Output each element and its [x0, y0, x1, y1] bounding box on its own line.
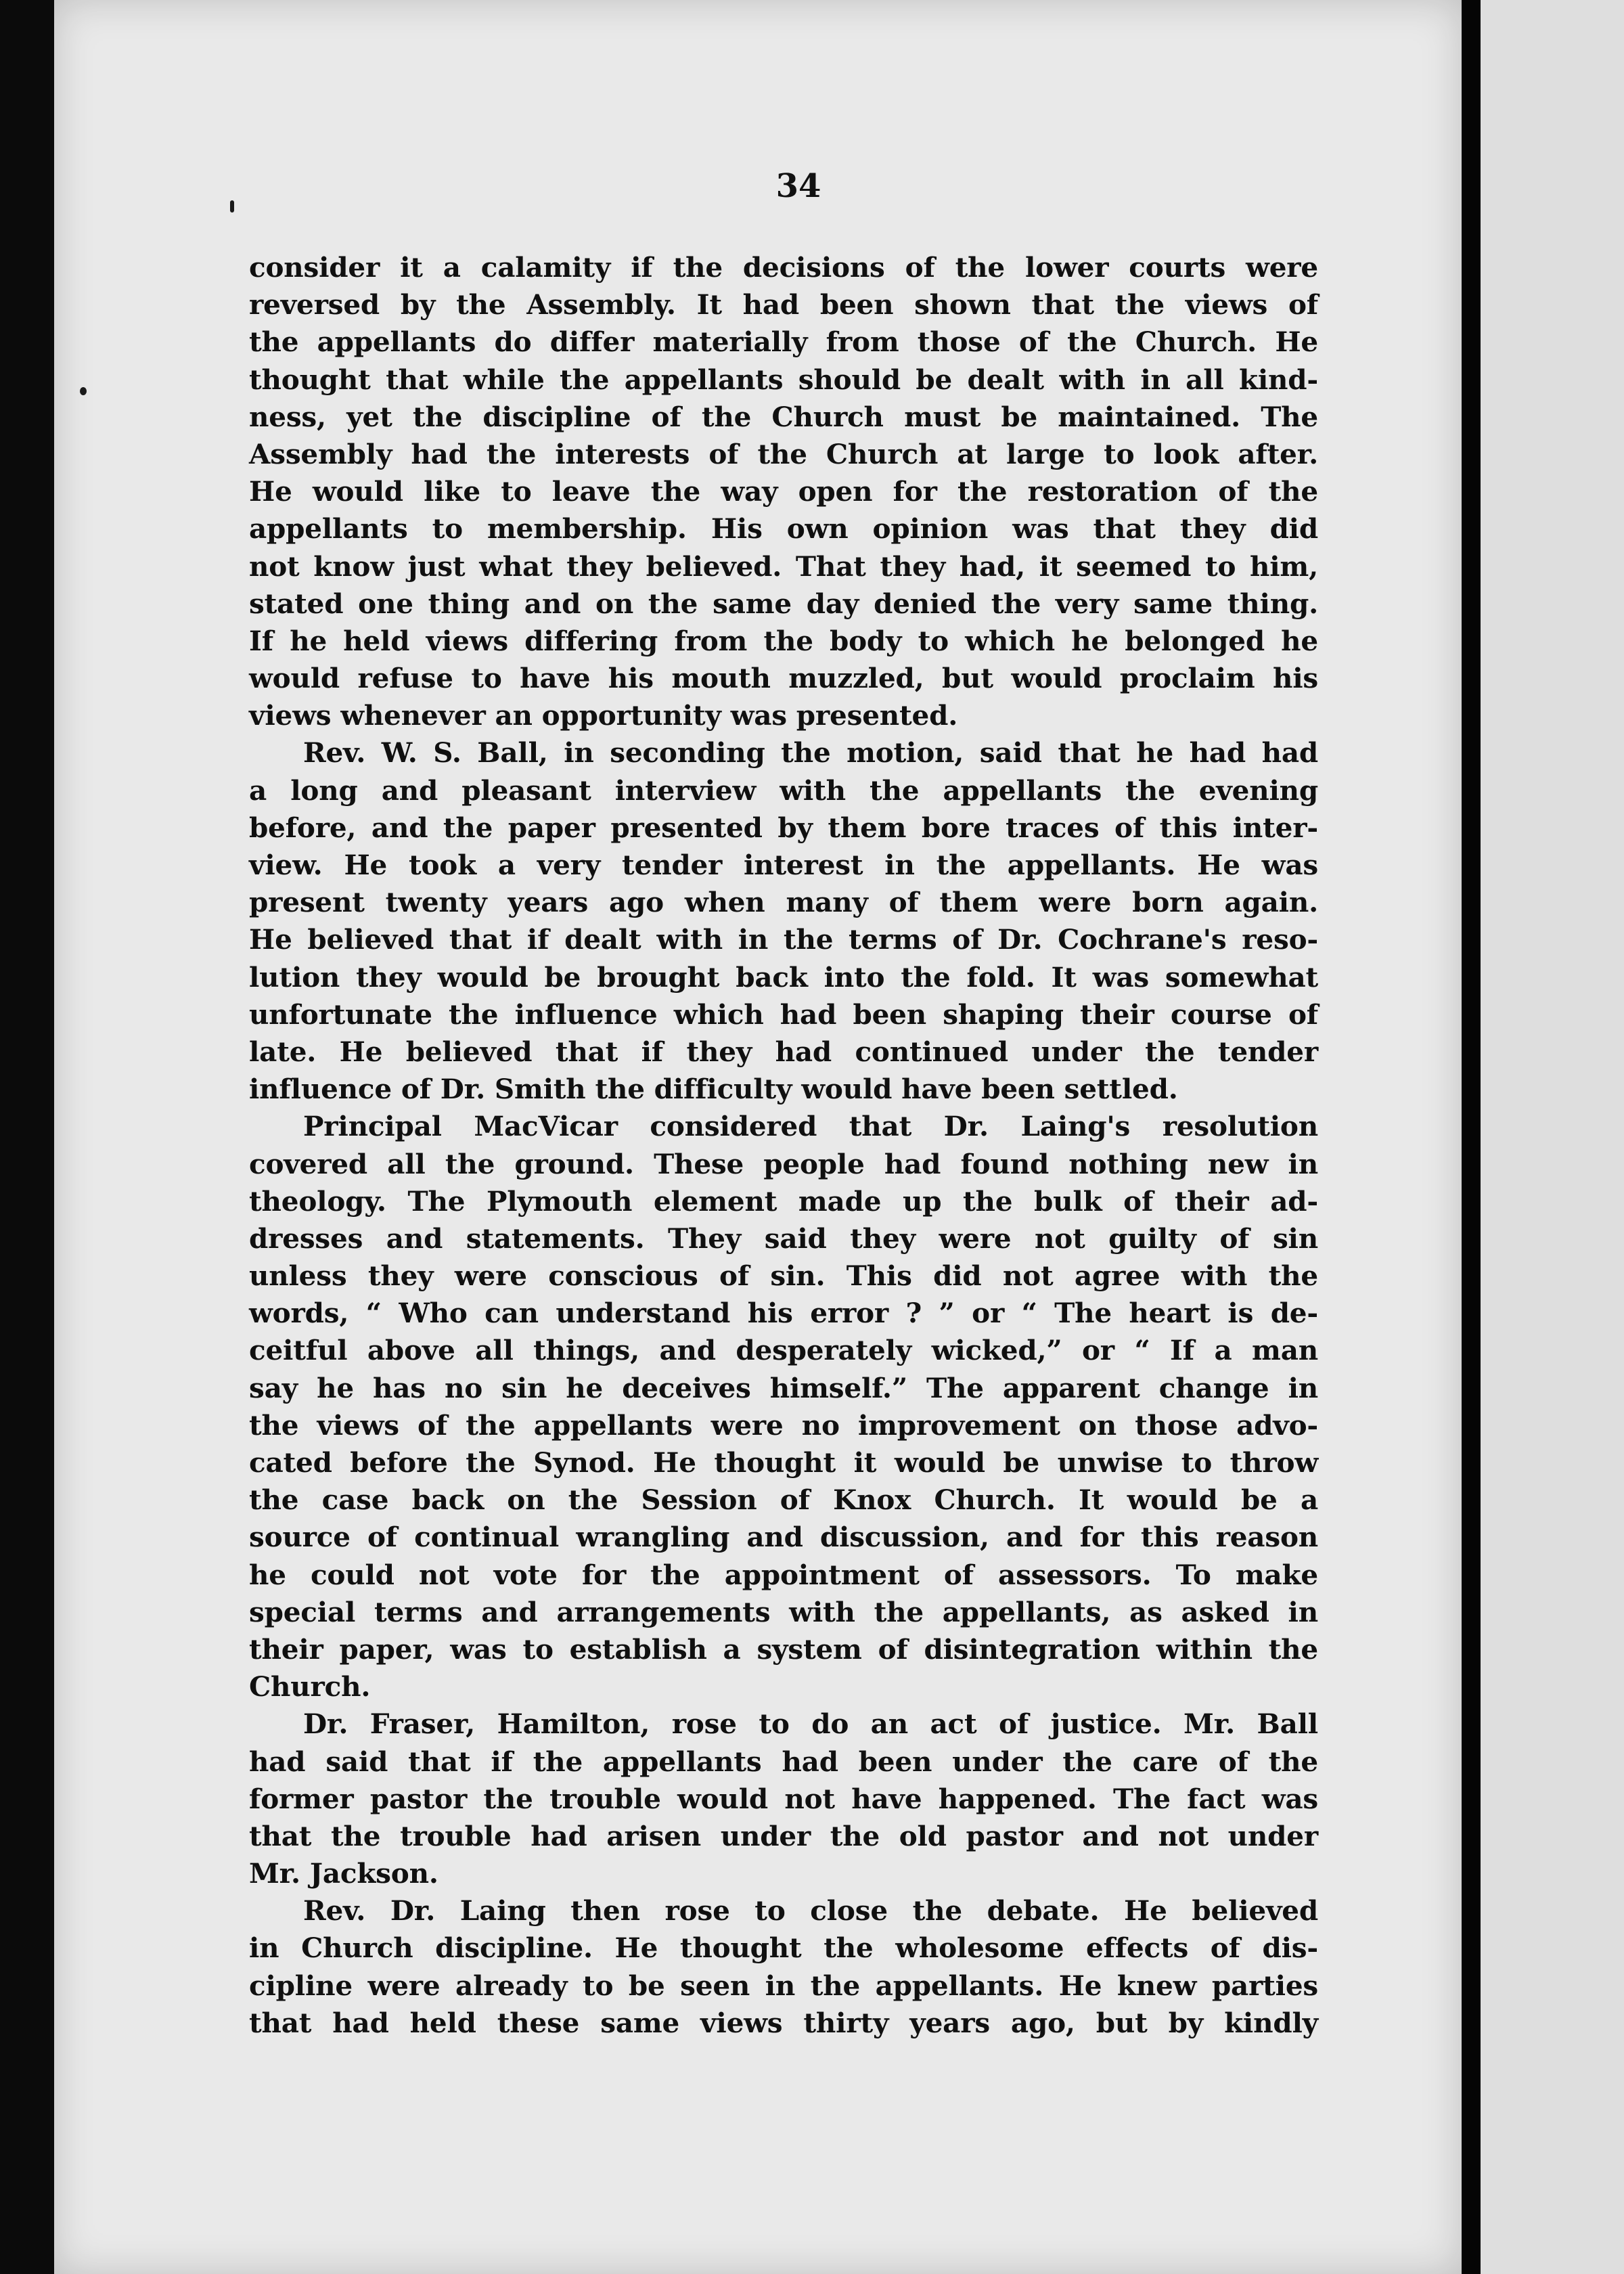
ink-speck	[230, 200, 234, 213]
text-line: cipline were already to be seen in the appellants. He knew parties	[249, 1969, 1318, 2002]
text-line: Dr. Fraser, Hamilton, rose to do an act of justice. Mr. Ball	[303, 1708, 1318, 1741]
text-line: covered all the ground. These people had found nothing new in	[249, 1147, 1318, 1180]
text-line: ness, yet the discipline of the Church must be maintained. The	[249, 400, 1318, 433]
paragraph	[249, 1892, 1318, 2042]
text-line: say he has no sin he deceives himself.” The apparent change in	[249, 1371, 1318, 1404]
text-line: influence of Dr. Smith the difficulty would have been settled.	[249, 1073, 1178, 1106]
adjacent-page-edge	[1481, 0, 1624, 2274]
text-line: their paper, was to establish a system of disintegration within the	[249, 1632, 1318, 1666]
paragraph	[249, 1108, 1318, 1706]
text-line: he could not vote for the appointment of assessors. To make	[249, 1558, 1318, 1591]
text-line: the views of the appellants were no improvement on those advo-	[249, 1408, 1318, 1442]
paragraph	[249, 734, 1318, 1108]
text-line: He believed that if dealt with in the terms of Dr. Cochrane's reso-	[249, 923, 1318, 956]
text-line: before, and the paper presented by them bore traces of this inter-	[249, 811, 1318, 844]
text-line: had said that if the appellants had been under the care of the	[249, 1745, 1318, 1778]
text-line: source of continual wrangling and discussion, and for this reason	[249, 1521, 1318, 1554]
text-line: He would like to leave the way open for the restoration of the	[249, 475, 1318, 508]
text-line: that the trouble had arisen under the old pastor and not under	[249, 1819, 1318, 1852]
text-line: Rev. W. S. Ball, in seconding the motion, said that he had had	[303, 736, 1318, 770]
text-line: stated one thing and on the same day denied the very same thing.	[249, 587, 1318, 620]
paragraph	[249, 1706, 1318, 1892]
text-line: present twenty years ago when many of them were born again.	[249, 886, 1318, 919]
text-line: appellants to membership. His own opinion was that they did	[249, 512, 1318, 545]
text-line: unfortunate the influence which had been shaping their course of	[249, 998, 1318, 1031]
text-line: Rev. Dr. Laing then rose to close the debate. He believed	[303, 1894, 1318, 1927]
text-line: a long and pleasant interview with the appellants the evening	[249, 774, 1318, 807]
text-line: theology. The Plymouth element made up the bulk of their ad-	[249, 1184, 1318, 1218]
text-line: in Church discipline. He thought the wholesome effects of dis-	[249, 1932, 1318, 1965]
text-line: unless they were conscious of sin. This did not agree with the	[249, 1259, 1318, 1293]
text-line: words, “ Who can understand his error ? ” or “ The heart is de-	[249, 1297, 1318, 1330]
ink-speck	[80, 387, 87, 395]
text-line: the case back on the Session of Knox Church. It would be a	[249, 1484, 1318, 1517]
text-line: thought that while the appellants should be dealt with in all kind-	[249, 363, 1318, 396]
text-line: the appellants do differ materially from those of the Church. He	[249, 326, 1318, 359]
body-text	[249, 249, 1318, 2042]
text-line: late. He believed that if they had continued under the tender	[249, 1035, 1318, 1068]
text-line: Church.	[249, 1670, 371, 1703]
paragraph	[249, 249, 1318, 734]
text-line: cated before the Synod. He thought it would be unwise to throw	[249, 1446, 1318, 1479]
text-line: special terms and arrangements with the appellants, as asked in	[249, 1595, 1318, 1628]
page-gutter	[1462, 0, 1481, 2274]
text-line: not know just what they believed. That they had, it seemed to him,	[249, 550, 1318, 583]
text-line: views whenever an opportunity was presented.	[249, 699, 958, 732]
text-line: Principal MacVicar considered that Dr. Laing's resolution	[303, 1110, 1318, 1143]
text-line: lution they would be brought back into the fold. It was somewhat	[249, 960, 1318, 994]
page-number: 34	[775, 167, 821, 205]
text-line: reversed by the Assembly. It had been shown that the views of	[249, 288, 1318, 321]
text-line: Assembly had the interests of the Church at large to look after.	[249, 437, 1318, 470]
text-line: If he held views differing from the body to which he belonged he	[249, 624, 1318, 657]
text-line: that had held these same views thirty years ago, but by kindly	[249, 2006, 1318, 2039]
text-line: view. He took a very tender interest in the appellants. He was	[249, 849, 1318, 881]
text-line: former pastor the trouble would not have happened. The fact was	[249, 1782, 1318, 1815]
text-line: consider it a calamity if the decisions of the lower courts were	[249, 251, 1318, 284]
text-line: would refuse to have his mouth muzzled, but would proclaim his	[249, 662, 1318, 695]
text-line: ceitful above all things, and desperately wicked,” or “ If a man	[249, 1334, 1318, 1367]
text-line: dresses and statements. They said they were not guilty of sin	[249, 1222, 1318, 1255]
text-line: Mr. Jackson.	[249, 1857, 438, 1890]
